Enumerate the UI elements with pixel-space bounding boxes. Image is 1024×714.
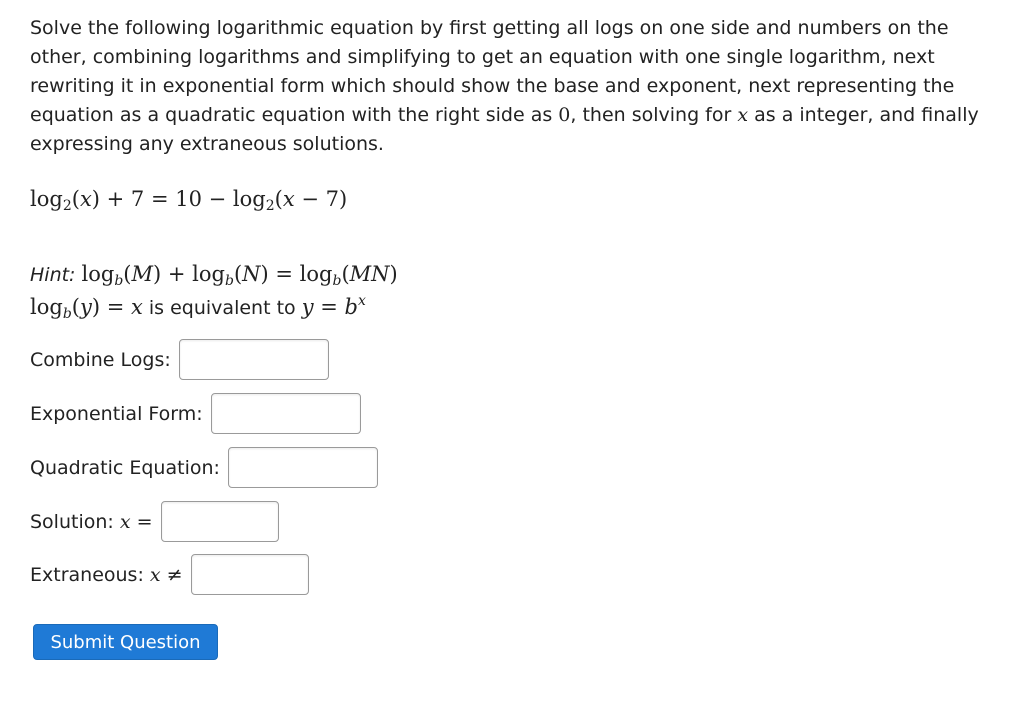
combine-logs-row <box>30 339 329 380</box>
solution-label: Solution: x = <box>30 510 153 533</box>
hint-block <box>30 258 398 324</box>
quadratic-equation-label: Quadratic Equation: <box>30 456 220 479</box>
solution-symbol: x = <box>119 510 153 533</box>
extraneous-input[interactable] <box>191 554 309 595</box>
combine-logs-label: Combine Logs: <box>30 348 171 371</box>
submit-question-button[interactable]: Submit Question <box>33 624 218 660</box>
question-prompt: Solve the following logarithmic equation by first getting all logs on one side and numbers on the other, combining logarithms and simplifying to get an equation with one single logarithm, next rewriting it in exponential form which should show the base and exponent, next representing the equation as a quadratic equation with the right side as 0, then solving for x as a integer, and finally expressing any extraneous solutions. <box>30 17 979 155</box>
exponential-form-input[interactable] <box>211 393 361 434</box>
solution-input[interactable] <box>161 501 279 542</box>
extraneous-symbol: x ≠ <box>149 563 183 586</box>
hint-equivalence-text: is equivalent to <box>148 297 296 319</box>
quadratic-equation-input[interactable] <box>228 447 378 488</box>
extraneous-label: Extraneous: x ≠ <box>30 563 183 586</box>
solution-row <box>30 501 279 542</box>
combine-logs-input[interactable] <box>179 339 329 380</box>
hint-exp-form: $y = b^x$ <box>301 293 366 319</box>
question-container <box>30 14 1000 653</box>
hint-rule-product <box>30 258 398 291</box>
log-equation: $\log_2(x) + 7 = 10 - \log_2(x - 7)$ <box>30 187 348 214</box>
quadratic-equation-row <box>30 447 378 488</box>
hint-rule-exponential <box>30 291 398 324</box>
exponential-form-row <box>30 393 361 434</box>
hint-log-form: $\log_b(y) = x$ <box>30 295 143 322</box>
hint-label: Hint: <box>30 264 76 286</box>
hint-product-formula: $\log_b(M) + \log_b(N) = \log_b(MN)$ <box>81 262 398 289</box>
exponential-form-label: Exponential Form: <box>30 402 203 425</box>
extraneous-row <box>30 554 309 595</box>
